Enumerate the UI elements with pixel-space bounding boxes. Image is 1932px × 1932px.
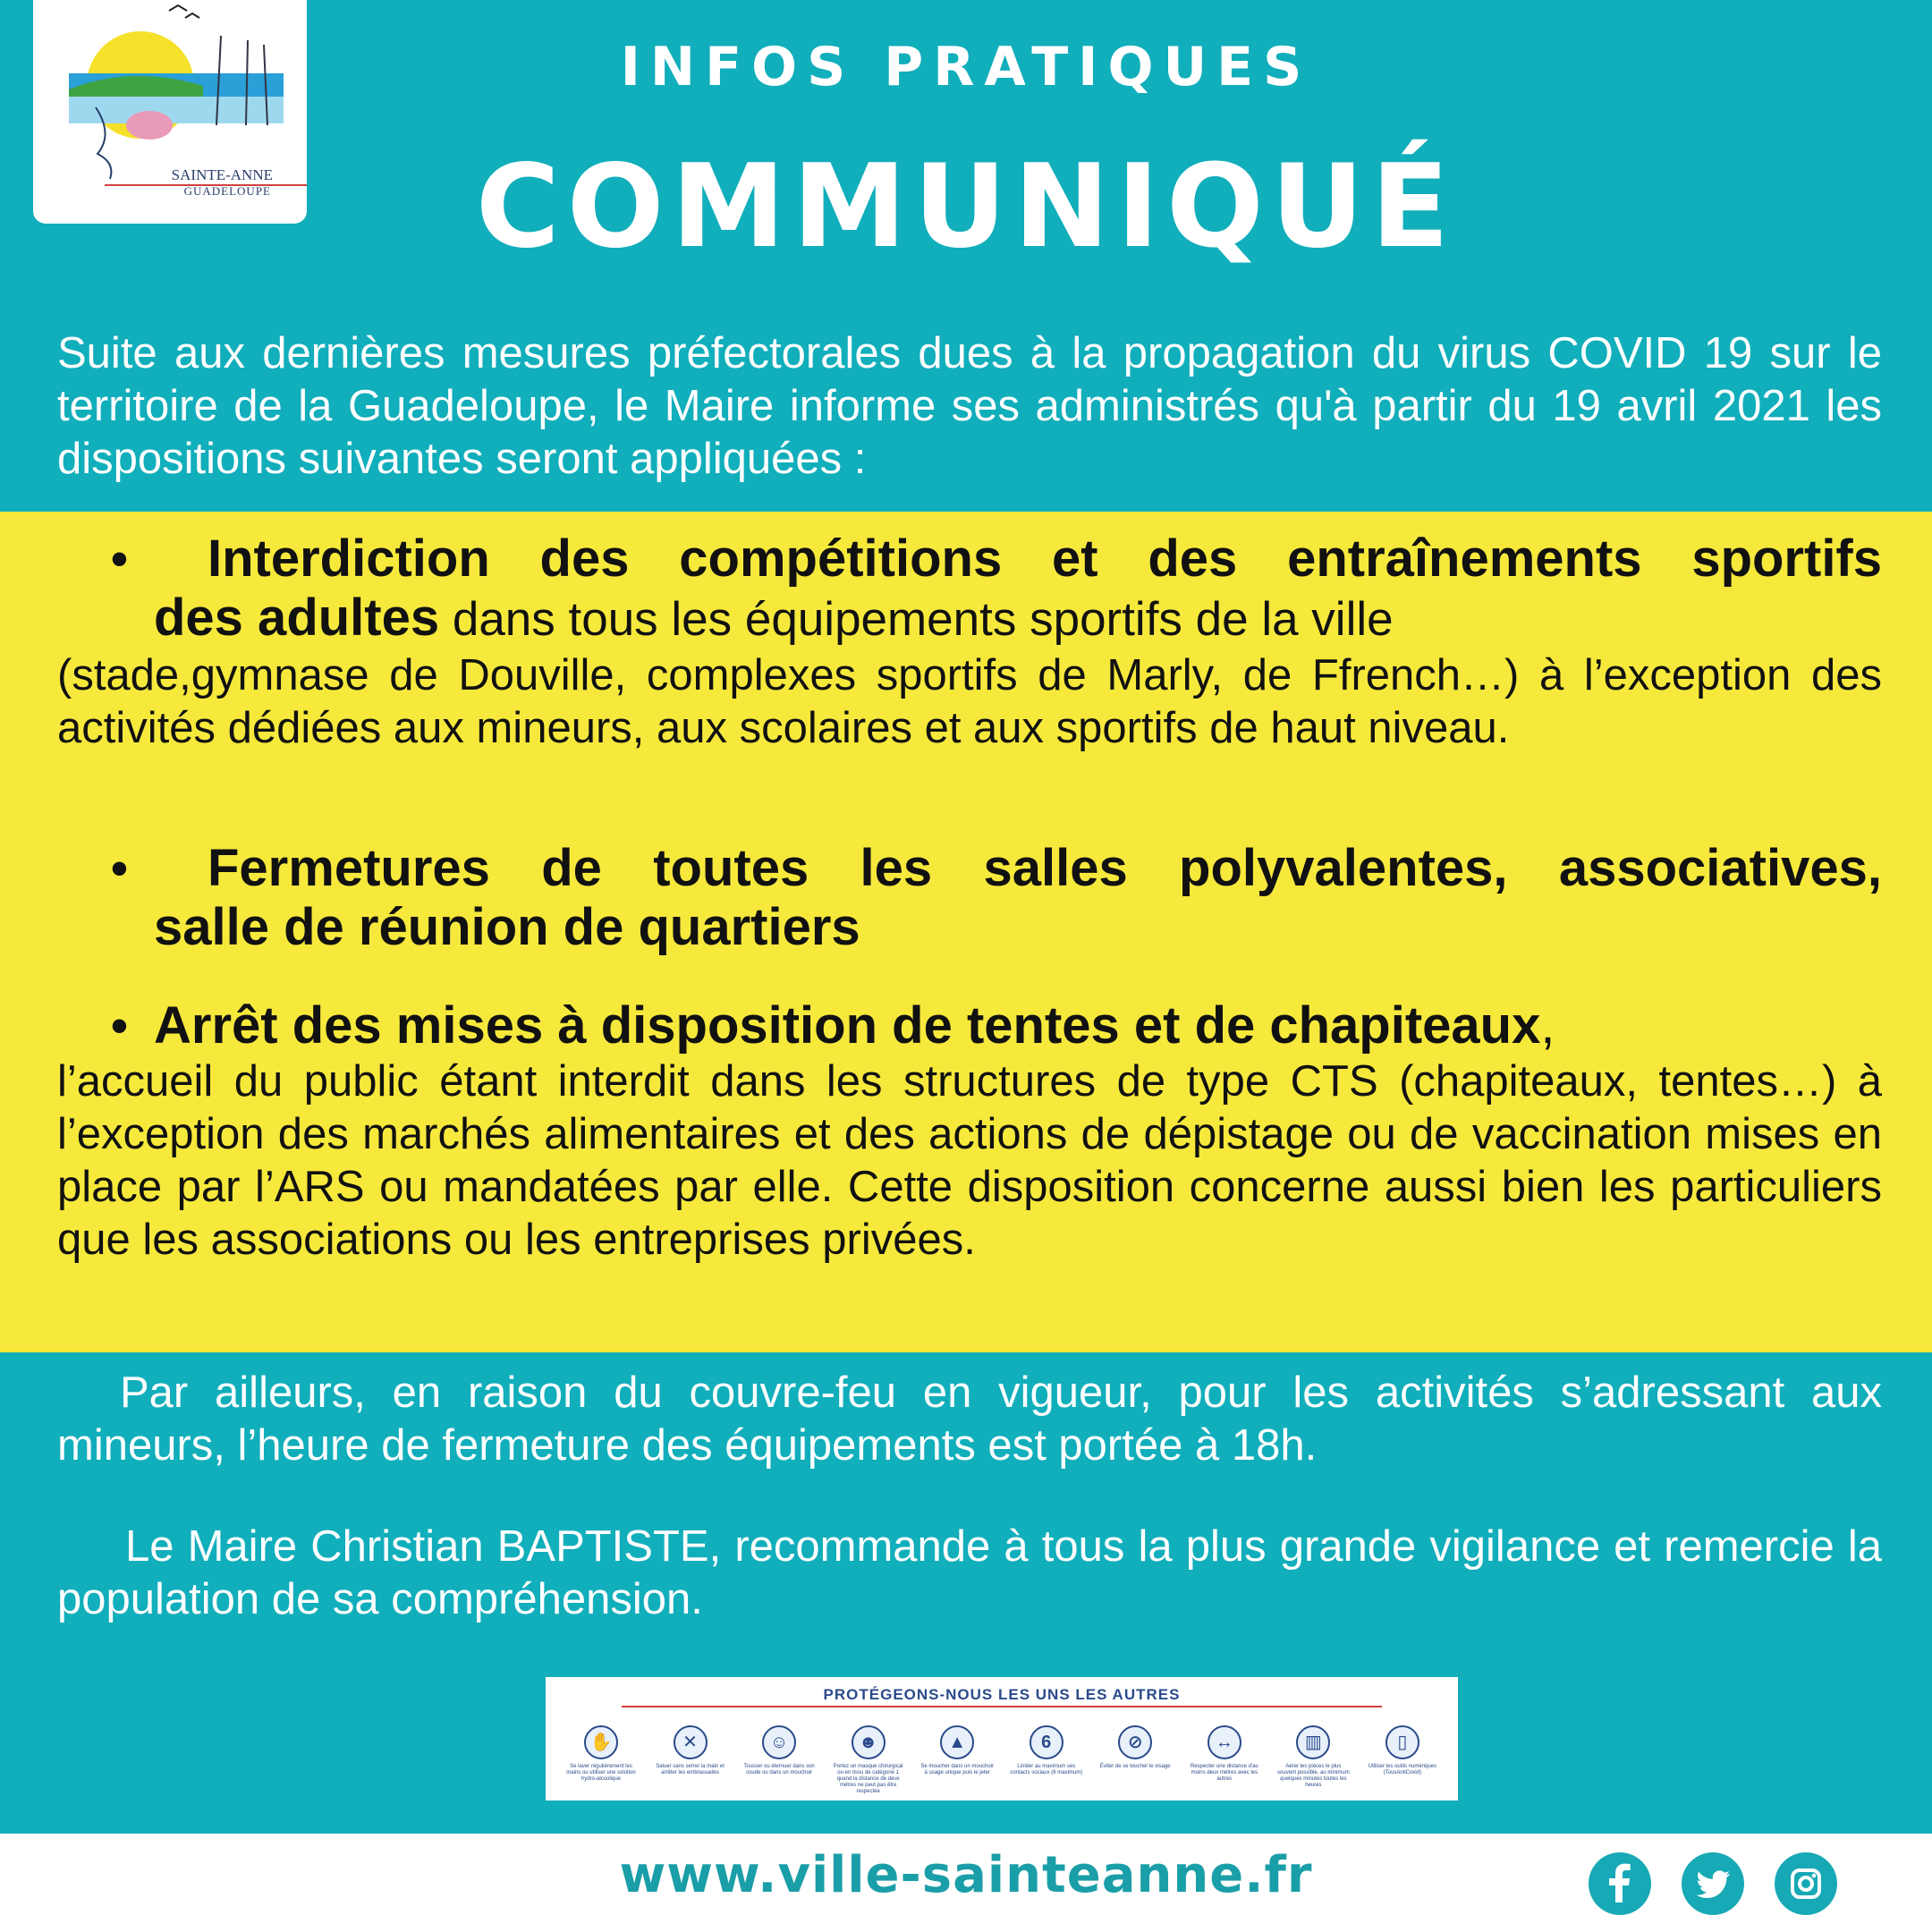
- gesture-caption: Éviter de se toucher le visage: [1099, 1764, 1171, 1769]
- no-handshake-icon: ✕: [674, 1725, 708, 1759]
- ventilate-icon: ▥: [1296, 1725, 1330, 1759]
- measure-heading-normal: dans tous les équipements sportifs de la ville: [439, 593, 1394, 646]
- logo-town-name: SAINTE-ANNE: [171, 166, 273, 183]
- gesture-item: [1187, 1725, 1262, 1795]
- gesture-item: [1365, 1725, 1440, 1795]
- gesture-caption: Aérer les pièces le plus souvent possible, au minimum quelques minutes toutes les heures: [1277, 1764, 1350, 1788]
- no-face-touch-icon: ⊘: [1118, 1725, 1152, 1759]
- measure-heading-punct: ,: [1540, 996, 1555, 1055]
- intro-paragraph: Suite aux dernières mesures préfectorales dues à la propagation du virus COVID 19 sur le territoire de la Guadeloupe, le Maire informe ses administrés qu'à partir du 19 avril 2021 les dispositions suivantes seront appliquées :: [57, 329, 1882, 483]
- logo-region-name: GUADELOUPE: [183, 184, 271, 198]
- gesture-item: [831, 1725, 906, 1795]
- gesture-caption: Respecter une distance d'au moins deux mètres avec les autres: [1190, 1764, 1258, 1782]
- cough-elbow-icon: ☺: [762, 1725, 796, 1759]
- banner-title: PROTÉGEONS-NOUS LES UNS LES AUTRES: [823, 1686, 1181, 1703]
- gesture-item: [741, 1725, 817, 1795]
- website-link[interactable]: www.ville-sainteanne.fr: [619, 1846, 1313, 1904]
- hand-wash-icon: ✋: [584, 1725, 618, 1759]
- gesture-list: [564, 1725, 1440, 1795]
- gesture-item: [1275, 1725, 1351, 1795]
- gesture-item: [1009, 1725, 1084, 1795]
- page-title: COMMUNIQUÉ: [475, 140, 1457, 274]
- facebook-icon[interactable]: [1589, 1852, 1651, 1915]
- measure-heading-continued: [57, 589, 1882, 649]
- gesture-caption: Limiter au maximum ses contacts sociaux (6 maximum): [1010, 1764, 1083, 1775]
- gesture-item: [653, 1725, 728, 1795]
- banner-divider: [622, 1706, 1382, 1707]
- measure-heading: Fermetures de toutes les salles polyvalentes, associatives,: [208, 839, 1882, 897]
- twitter-icon[interactable]: [1682, 1852, 1744, 1915]
- gesture-caption: Saluer sans serrer la main et arrêter les embrassades: [656, 1764, 724, 1775]
- bullet: •: [111, 842, 128, 895]
- measure-heading: Interdiction des compétitions et des entraînements sportifs: [208, 530, 1882, 588]
- measure-heading-bold: Arrêt des mises à disposition de tentes et de chapiteaux: [154, 996, 1541, 1055]
- measure-item-tents: [57, 996, 1882, 1267]
- bullet: •: [111, 999, 128, 1053]
- closing-paragraph: Le Maire Christian BAPTISTE, recommande à tous la plus grande vigilance et remercie la population de sa compréhension.: [57, 1522, 1882, 1623]
- gesture-item: [564, 1725, 639, 1795]
- distance-icon: ↔: [1208, 1725, 1241, 1759]
- measure-heading: [57, 996, 1882, 1055]
- bullet: •: [111, 532, 128, 586]
- tissue-icon: ▲: [940, 1725, 974, 1759]
- phone-app-icon: ▯: [1385, 1725, 1419, 1759]
- gesture-caption: Se laver régulièrement les mains ou utiliser une solution hydro-alcoolique: [566, 1764, 636, 1782]
- measure-detail: (stade,gymnase de Douville, complexes sportifs de Marly, de Ffrench…) à l’exception des activités dédiées aux mineurs, aux scolaires et aux sportifs de haut niveau.: [57, 651, 1882, 752]
- measure-heading-continued: salle de réunion de quartiers: [154, 898, 860, 956]
- curfew-paragraph: Par ailleurs, en raison du couvre-feu en vigueur, pour les activités s’adressant aux mineurs, l’heure de fermeture des équipements est portée à 18h.: [57, 1368, 1882, 1470]
- gesture-item: [1097, 1725, 1173, 1795]
- gesture-caption: Utiliser les outils numériques (TousAntiCovid): [1368, 1764, 1437, 1775]
- six-contacts-icon: 6: [1030, 1725, 1063, 1759]
- measure-heading-bold: des adultes: [154, 589, 440, 647]
- barrier-gestures-banner: [546, 1677, 1458, 1801]
- gesture-caption: Tousser ou éternuer dans son coude ou dans un mouchoir: [743, 1764, 815, 1775]
- measure-item-sports: [57, 530, 1882, 755]
- measure-item-halls: [57, 839, 1882, 957]
- measure-detail: l’accueil du public étant interdit dans les structures de type CTS (chapiteaux, tentes…) à l’exception des marchés alimentaires et des actions de dépistage ou de vaccination mises en place par l’ARS ou mandatées par elle. Cette disposition concerne aussi bien les particuliers que les associations ou les entreprises privées.: [57, 1057, 1882, 1264]
- mask-icon: ☻: [852, 1725, 886, 1759]
- section-kicker: INFOS PRATIQUES: [620, 36, 1312, 98]
- gesture-caption: Se moucher dans un mouchoir à usage unique puis le jeter: [920, 1764, 995, 1775]
- instagram-icon[interactable]: [1775, 1852, 1837, 1915]
- gesture-item: [919, 1725, 995, 1795]
- gesture-caption: Portez un masque chirurgical ou en tissu de catégorie 1 quand la distance de deux mètres ne peut pas être respectée: [833, 1764, 903, 1794]
